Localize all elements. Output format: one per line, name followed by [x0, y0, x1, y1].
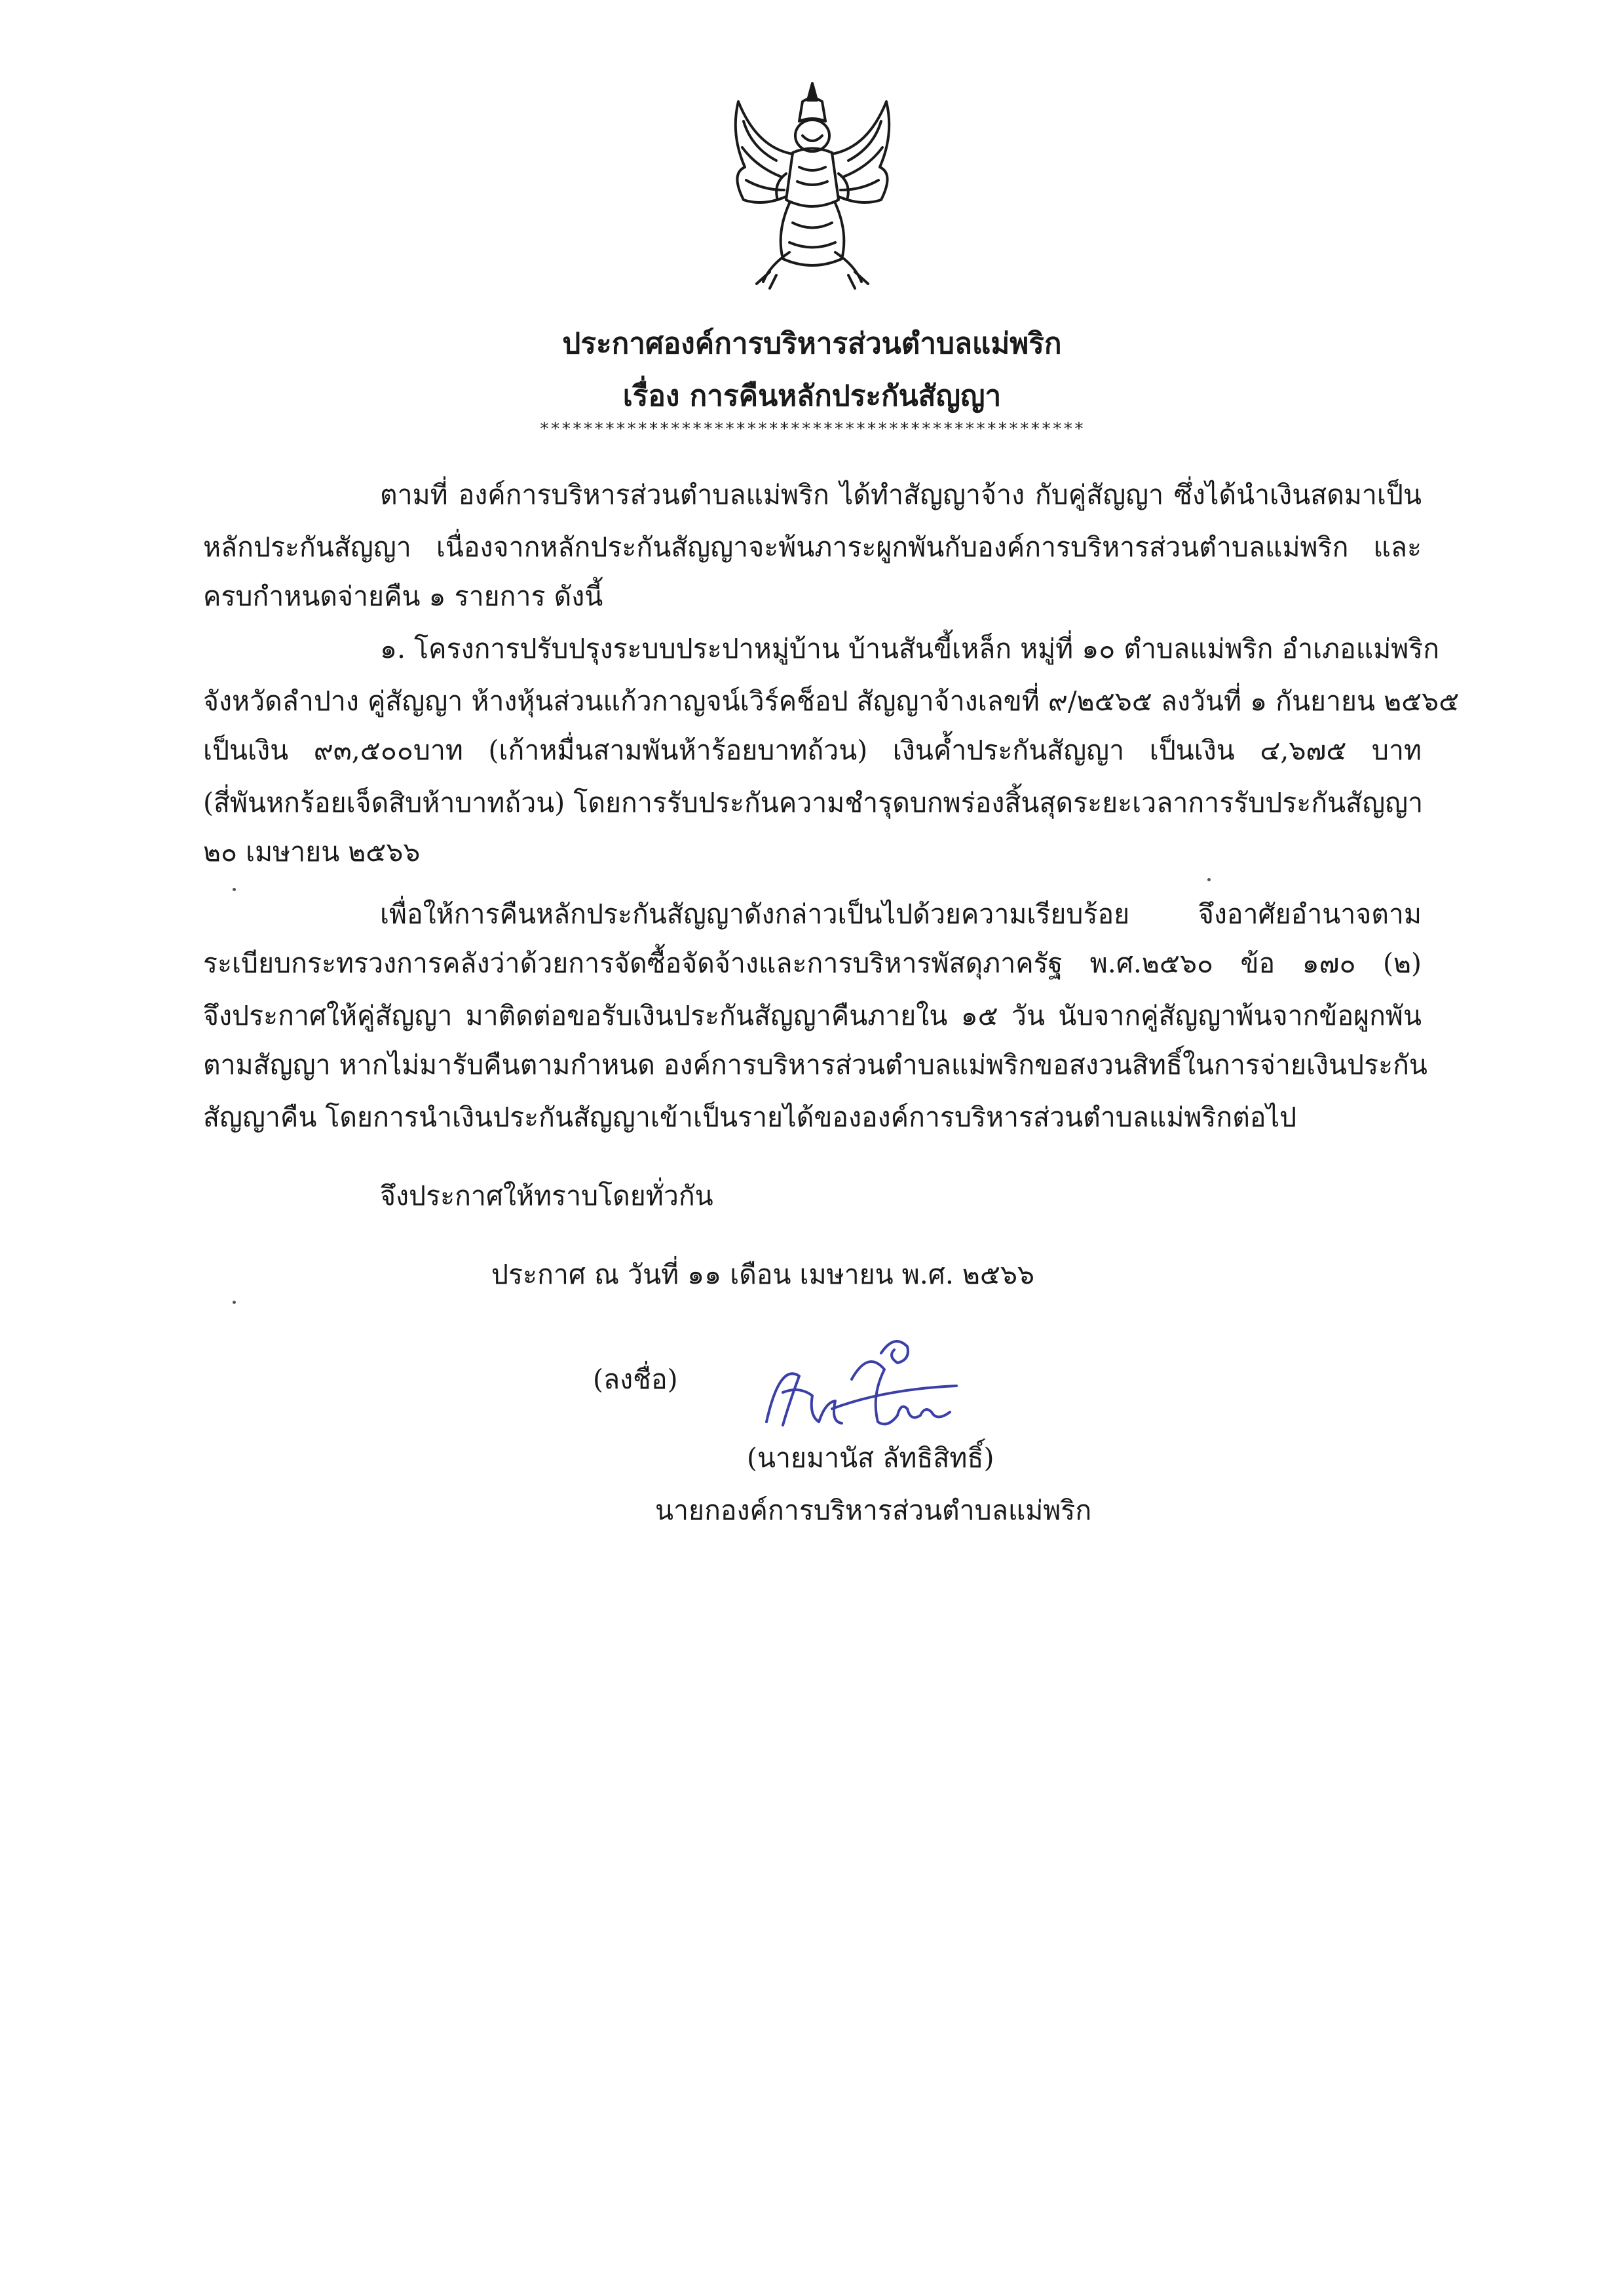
closing-statement: จึงประกาศให้ทราบโดยทั่วกัน	[380, 1180, 713, 1212]
garuda-emblem-icon	[704, 75, 920, 292]
paragraph-2-line-5: สัญญาคืน โดยการนำเงินประกันสัญญาเข้าเป็นรายได้ขององค์การบริหารส่วนตำบลแม่พริกต่อไป	[203, 1101, 1297, 1133]
scan-speck	[233, 1301, 236, 1304]
announcement-title: ประกาศองค์การบริหารส่วนตำบลแม่พริก	[562, 327, 1062, 360]
paragraph-1-line-2: หลักประกันสัญญา เนื่องจากหลักประกันสัญญาจะพ้นภาระผูกพันกับองค์การบริหารส่วนตำบลแม่พริก และ	[203, 531, 1422, 563]
paragraph-1-line-1: ตามที่ องค์การบริหารส่วนตำบลแม่พริก ได้ทำสัญญาจ้าง กับคู่สัญญา ซึ่งได้นำเงินสดมาเป็น	[380, 479, 1422, 510]
scan-speck	[233, 888, 236, 891]
paragraph-2-line-2: ระเบียบกระทรวงการคลังว่าด้วยการจัดซื้อจัดจ้างและการบริหารพัสดุภาครัฐ พ.ศ.๒๕๖๐ ข้อ ๑๗๐ (๒)	[203, 947, 1422, 979]
announcement-subject: เรื่อง การคืนหลักประกันสัญญา	[622, 379, 1002, 413]
scan-speck	[1207, 878, 1211, 881]
item-1-line-5: ๒๐ เมษายน ๒๕๖๖	[203, 836, 421, 868]
item-1-line-4: (สี่พันหกร้อยเจ็ดสิบห้าบาทถ้วน) โดยการรับประกันความชำรุดบกพร่องสิ้นสุดระยะเวลาการรับประกันสัญญา	[203, 787, 1424, 818]
paragraph-2-line-1: เพื่อให้การคืนหลักประกันสัญญาดังกล่าวเป็นไปด้วยความเรียบร้อย จึงอาศัยอำนาจตาม	[380, 898, 1422, 930]
item-1-line-1: ๑. โครงการปรับปรุงระบบประปาหมู่บ้าน บ้านสันขี้เหล็ก หมู่ที่ ๑๐ ตำบลแม่พริก อำเภอแม่พริก	[380, 633, 1440, 664]
item-1-line-3: เป็นเงิน ๙๓,๕๐๐บาท (เก้าหมื่นสามพันห้าร้อยบาทถ้วน) เงินค้ำประกันสัญญา เป็นเงิน ๔,๖๗๕ บาท	[203, 735, 1422, 766]
signer-position: นายกองค์การบริหารส่วนตำบลแม่พริก	[655, 1495, 1092, 1526]
announcement-date: ประกาศ ณ วันที่ ๑๑ เดือน เมษายน พ.ศ. ๒๕๖๖	[491, 1259, 1034, 1290]
paragraph-2-line-3: จึงประกาศให้คู่สัญญา มาติดต่อขอรับเงินประกันสัญญาคืนภายใน ๑๕ วัน นับจากคู่สัญญาพ้นจากข้อผูกพัน	[203, 1000, 1422, 1031]
title-separator: **************************************************	[539, 419, 1085, 439]
sign-label: (ลงชื่อ)	[593, 1364, 678, 1395]
signer-name: (นายมานัส ลัทธิสิทธิ์)	[747, 1442, 994, 1474]
item-1-line-2: จังหวัดลำปาง คู่สัญญา ห้างหุ้นส่วนแก้วกาญจน์เวิร์คช็อป สัญญาจ้างเลขที่ ๙/๒๕๖๕ ลงวันที่ ๑ กันยายน ๒๕๖๕	[203, 685, 1460, 717]
handwritten-signature-icon	[753, 1324, 963, 1455]
paragraph-1-line-3: ครบกำหนดจ่ายคืน ๑ รายการ ดังนี้	[203, 581, 603, 612]
paragraph-2-line-4: ตามสัญญา หากไม่มารับคืนตามกำหนด องค์การบริหารส่วนตำบลแม่พริกขอสงวนสิทธิ์ในการจ่ายเงินประกัน	[203, 1049, 1427, 1081]
